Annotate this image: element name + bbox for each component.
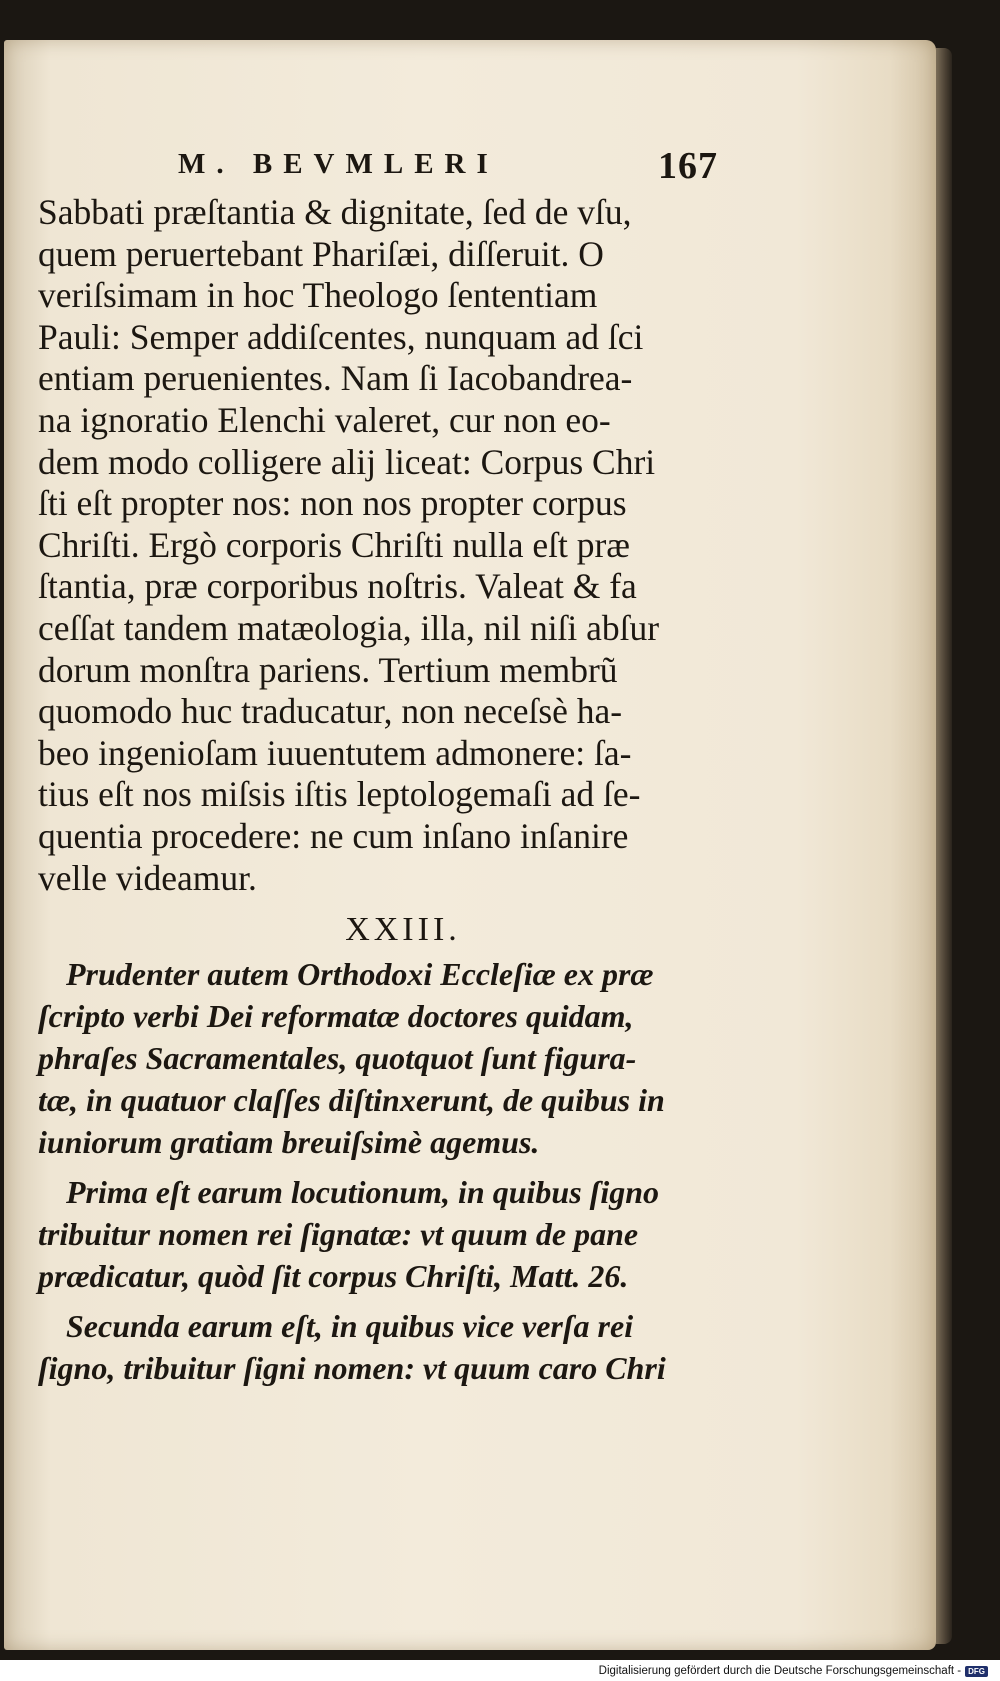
dfg-logo: DFG [965, 1666, 988, 1677]
italic-line: tæ, in quatuor claſſes diſtinxerunt, de quibus in [38, 1082, 665, 1119]
book-edge [936, 48, 952, 1644]
italic-line: Prudenter autem Orthodoxi Eccleſiæ ex præ [66, 956, 654, 993]
text-line: Chriſti. Ergò corporis Chriſti nulla eſt præ [38, 524, 630, 565]
text-line: ſtantia, præ corporibus noſtris. Valeat & fa [38, 566, 637, 607]
running-head [38, 136, 718, 192]
text-line: beo ingenioſam iuuentutem admonere: ſa- [38, 732, 632, 773]
running-title: M. BEVMLERI [178, 148, 499, 180]
italic-line: phraſes Sacramentales, quotquot ſunt figura- [38, 1040, 637, 1077]
text-line: tius eſt nos miſsis iſtis leptologemaſi ad ſe- [38, 774, 641, 815]
text-line: dem modo colligere alij liceat: Corpus Chri [38, 441, 656, 482]
italic-line: tribuitur nomen rei ſignatæ: vt quum de pane [38, 1216, 639, 1253]
italic-line: Secunda earum eſt, in quibus vice verſa rei [66, 1308, 634, 1345]
body-paragraph [38, 192, 718, 899]
digitization-footer [599, 1665, 988, 1677]
text-line: velle videamur. [38, 857, 257, 898]
text-line: na ignoratio Elenchi valeret, cur non eo- [38, 399, 611, 440]
italic-line: iuniorum gratiam breuiſsimè agemus. [38, 1124, 540, 1161]
text-line: Sabbati præſtantia & dignitate, ſed de vſu, [38, 192, 632, 232]
text-line: dorum monſtra pariens. Tertium membrũ [38, 649, 618, 690]
text-line: entiam peruenientes. Nam ſi Iacobandrea- [38, 358, 633, 399]
italic-paragraph [38, 953, 718, 1163]
italic-line: ſcripto verbi Dei reformatæ doctores quidam, [38, 998, 634, 1035]
text-block [38, 136, 718, 1389]
italic-line: Prima eſt earum locutionum, in quibus ſigno [66, 1174, 659, 1211]
text-line: Pauli: Semper addiſcentes, nunquam ad ſci [38, 316, 644, 357]
text-line: quem peruertebant Phariſæi, diſſeruit. O [38, 233, 604, 274]
page-number: 167 [658, 145, 718, 187]
section-number: XXIII. [345, 911, 461, 949]
footer-credit: Digitalisierung gefördert durch die Deutsche Forschungsgemeinschaft - [598, 1665, 962, 1677]
italic-paragraph [38, 1171, 718, 1297]
text-line: ſti eſt propter nos: non nos propter corpus [38, 483, 627, 524]
text-line: ceſſat tandem matæologia, illa, nil niſi abſur [38, 607, 660, 648]
text-line: quomodo huc traducatur, non neceſsè ha- [38, 691, 623, 732]
italic-line: ſigno, tribuitur ſigni nomen: vt quum caro Chri [38, 1350, 666, 1387]
text-line: quentia procedere: ne cum inſano inſanire [38, 815, 629, 856]
text-line: veriſsimam in hoc Theologo ſententiam [38, 275, 598, 316]
italic-paragraph [38, 1305, 718, 1389]
italic-line: prædicatur, quòd ſit corpus Chriſti, Matt. 26. [38, 1258, 629, 1295]
